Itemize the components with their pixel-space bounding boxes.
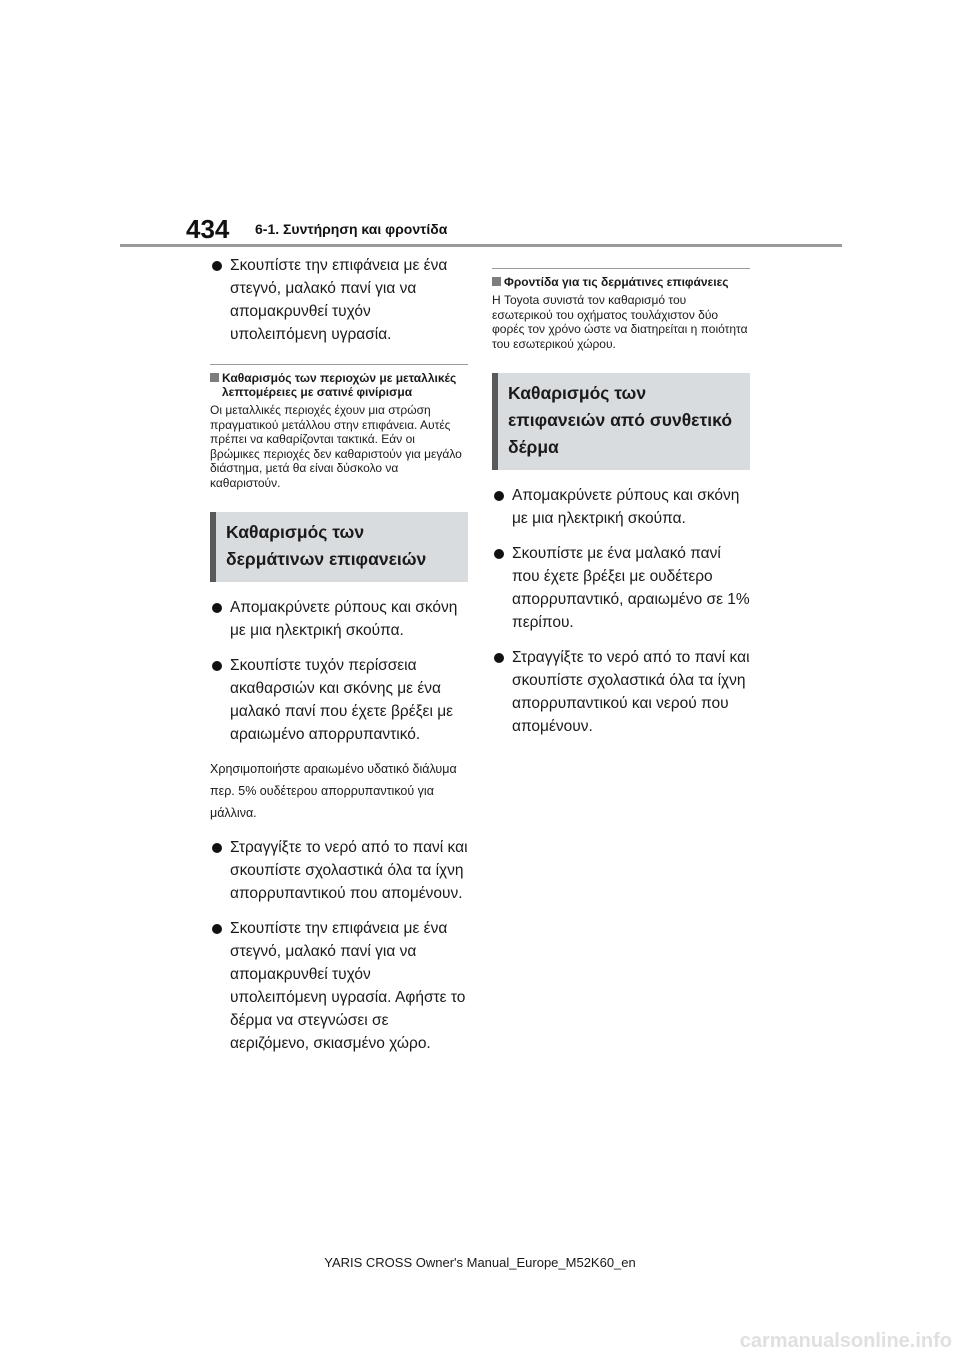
section-title: 6-1. Συντήρηση και φροντίδα (255, 221, 448, 237)
watermark: carmanualsonline.info (739, 1330, 952, 1352)
bullet-icon (212, 261, 222, 271)
bullet-item: Απομακρύνετε ρύπους και σκόνη με μια ηλεκτρική σκούπα. (210, 596, 468, 642)
left-bullets-mid (210, 596, 468, 746)
right-column (492, 254, 750, 750)
page-number: 434 (186, 214, 230, 244)
footer-manual-id: YARIS CROSS Owner's Manual_Europe_M52K60_en (324, 1255, 636, 1270)
bullet-item: Στραγγίξτε το νερό από το πανί και σκουπίστε σχολαστικά όλα τα ίχνη απορρυπαντικού και νερού που απομένουν. (492, 646, 750, 738)
paragraph-leather-care: Η Toyota συνιστά τον καθαρισμό του εσωτερικού του οχήματος τουλάχιστον δύο φορές τον χρόνο ώστε να διατηρείται η ποιότητα του εσωτερικού χώρου. (492, 293, 748, 351)
bullet-item: Σκουπίστε την επιφάνεια με ένα στεγνό, μαλακό πανί για να απομακρυνθεί τυχόν υπολειπόμενη υγρασία. (210, 254, 468, 346)
bullet-icon (494, 491, 504, 501)
heading-bar (210, 512, 216, 582)
left-column (210, 254, 468, 1067)
left-bullets-top (210, 254, 468, 346)
bullet-icon (494, 549, 504, 559)
bullet-icon (212, 661, 222, 671)
header-rule (120, 244, 842, 247)
bullet-icon (212, 924, 222, 934)
section-heading-synthetic-leather: Καθαρισμός των επιφανειών από συνθετικό δέρμα (492, 373, 750, 470)
paragraph-satin-metal: Οι μεταλλικές περιοχές έχουν μια στρώση πραγματικού μετάλλου στην επιφάνεια. Αυτές πρέπει να καθαρίζονται τακτικά. Εάν οι βρώμικες περιοχές δεν καθαριστούν για μεγάλο διάστημα, μετά θα είναι δύσκολο να καθαριστούν. (210, 403, 462, 490)
bullet-item: Απομακρύνετε ρύπους και σκόνη με μια ηλεκτρική σκούπα. (492, 484, 750, 530)
square-bullet-icon (210, 373, 219, 382)
heading-bar (492, 373, 498, 470)
bullet-icon (212, 603, 222, 613)
left-bullets-bottom (210, 836, 468, 1055)
subheading-leather-care: Φροντίδα για τις δερμάτινες επιφάνειες (492, 268, 750, 289)
detergent-note: Χρησιμοποιήστε αραιωμένο υδατικό διάλυμα περ. 5% ουδέτερου απορρυπαντικού για μάλλινα. (210, 762, 457, 820)
section-heading-leather: Καθαρισμός των δερμάτινων επιφανειών (210, 512, 468, 582)
bullet-icon (494, 653, 504, 663)
bullet-item: Σκουπίστε την επιφάνεια με ένα στεγνό, μαλακό πανί για να απομακρυνθεί τυχόν υπολειπόμενη υγρασία. Αφήστε το δέρμα να στεγνώσει σε αεριζόμενο, σκιασμένο χώρο. (210, 917, 468, 1055)
right-bullets (492, 484, 750, 738)
bullet-item: Στραγγίξτε το νερό από το πανί και σκουπίστε σχολαστικά όλα τα ίχνη απορρυπαντικού που απομένουν. (210, 836, 468, 905)
square-bullet-icon (492, 277, 501, 286)
bullet-item: Σκουπίστε με ένα μαλακό πανί που έχετε βρέξει με ουδέτερο απορρυπαντικό, αραιωμένο σε 1% περίπου. (492, 542, 750, 634)
bullet-item: Σκουπίστε τυχόν περίσσεια ακαθαρσιών και σκόνης με ένα μαλακό πανί που έχετε βρέξει με αραιωμένο απορρυπαντικό. (210, 654, 468, 746)
subheading-satin-metal: Καθαρισμός των περιοχών με μεταλλικές λεπτομέρειες με σατινέ φινίρισμα (210, 364, 468, 399)
bullet-icon (212, 843, 222, 853)
